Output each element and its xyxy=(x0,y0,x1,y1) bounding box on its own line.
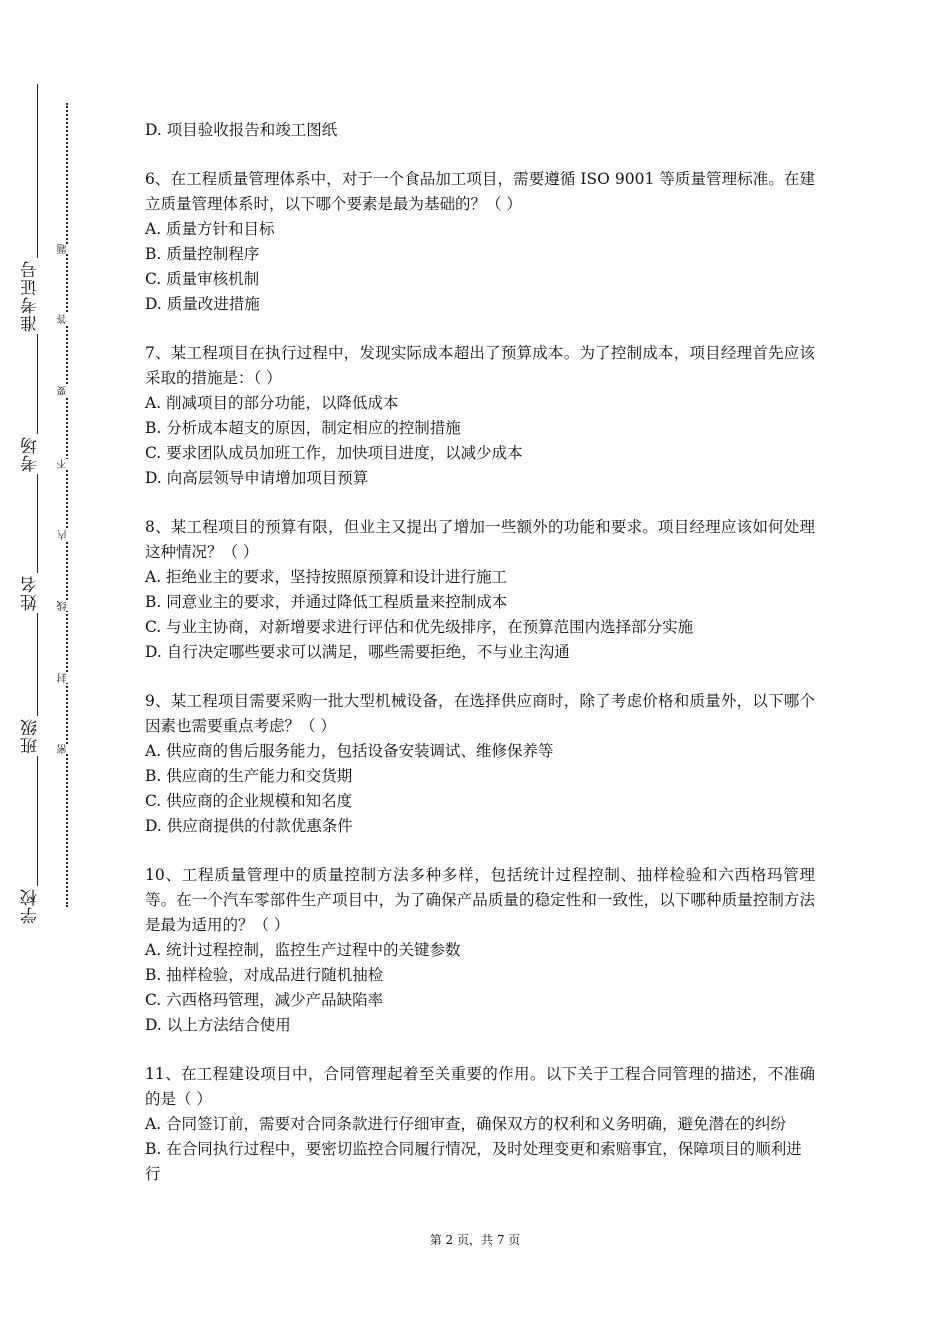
option-a: A. 统计过程控制，监控生产过程中的关键参数 xyxy=(145,941,461,959)
option-b: B. 供应商的生产能力和交货期 xyxy=(145,767,353,785)
field-exam-room-label: 考场 xyxy=(18,434,43,474)
option-d: D. 向高层领导申请增加项目预算 xyxy=(145,469,369,487)
option-b: B. 在合同执行过程中，要密切监控合同履行情况，及时处理变更和索赔事宜，保障项目的顺利进行 xyxy=(145,1140,802,1183)
question-6 xyxy=(145,167,815,317)
option-c: C. 六西格玛管理，减少产品缺陷率 xyxy=(145,991,384,1009)
seal-char: 密 xyxy=(58,744,74,754)
binding-solid-line xyxy=(37,84,38,922)
option-a: A. 质量方针和目标 xyxy=(145,220,275,238)
seal-char: 要 xyxy=(58,386,74,396)
option-a: A. 供应商的售后服务能力，包括设备安装调试、维修保养等 xyxy=(145,742,554,760)
seal-char: 内 xyxy=(58,530,74,540)
field-exam-number-label: 准考证号 xyxy=(18,258,43,334)
option-c: C. 质量审核机制 xyxy=(145,270,260,288)
option-b: B. 同意业主的要求，并通过降低工程质量来控制成本 xyxy=(145,593,508,611)
question-stem: 8、某工程项目的预算有限，但业主又提出了增加一些额外的功能和要求。项目经理应该如何处理这种情况？（ ） xyxy=(145,518,815,561)
question-list xyxy=(145,118,815,1211)
seal-dotted-line xyxy=(66,103,68,907)
seal-char: 封 xyxy=(58,673,74,683)
question-9 xyxy=(145,689,815,839)
option-a: A. 拒绝业主的要求，坚持按照原预算和设计进行施工 xyxy=(145,568,508,586)
field-class-label: 班级 xyxy=(18,716,43,756)
question-8 xyxy=(145,515,815,665)
question-10 xyxy=(145,863,815,1038)
option-d: D. 自行决定哪些要求可以满足，哪些需要拒绝，不与业主沟通 xyxy=(145,643,570,661)
option-b: B. 质量控制程序 xyxy=(145,245,260,263)
field-school-label: 学校 xyxy=(18,886,43,926)
page-number: 第 2 页，共 7 页 xyxy=(429,1233,521,1247)
option-d: D. 质量改进措施 xyxy=(145,295,260,313)
field-name-label: 姓名 xyxy=(18,573,43,613)
question-stem: 10、工程质量管理中的质量控制方法多种多样，包括统计过程控制、抽样检验和六西格玛管理等。在一个汽车零部件生产项目中，为了确保产品质量的稳定性和一致性，以下哪种质量控制方法是最为适用的？（ ） xyxy=(145,866,815,934)
option-a: A. 削减项目的部分功能，以降低成本 xyxy=(145,394,399,412)
option-b: B. 抽样检验，对成品进行随机抽检 xyxy=(145,966,384,984)
seal-char: 不 xyxy=(58,459,74,469)
question-stem: 11、在工程建设项目中，合同管理起着至关重要的作用。以下关于工程合同管理的描述，不准确的是（ ） xyxy=(145,1065,815,1108)
seal-char: 答 xyxy=(58,314,74,324)
option-c: C. 供应商的企业规模和知名度 xyxy=(145,792,353,810)
seal-char: 题 xyxy=(58,244,74,254)
question-5-tail xyxy=(145,118,815,143)
option-d: D. 项目验收报告和竣工图纸 xyxy=(145,121,338,139)
option-d: D. 以上方法结合使用 xyxy=(145,1016,291,1034)
question-11 xyxy=(145,1062,815,1187)
option-d: D. 供应商提供的付款优惠条件 xyxy=(145,817,353,835)
question-stem: 6、在工程质量管理体系中，对于一个食品加工项目，需要遵循 ISO 9001 等质量管理标准。在建立质量管理体系时，以下哪个要素是最为基础的？（ ） xyxy=(145,170,815,213)
option-c: C. 与业主协商，对新增要求进行评估和优先级排序，在预算范围内选择部分实施 xyxy=(145,618,694,636)
option-b: B. 分析成本超支的原因，制定相应的控制措施 xyxy=(145,419,461,437)
option-c: C. 要求团队成员加班工作，加快项目进度，以减少成本 xyxy=(145,444,523,462)
option-a: A. 合同签订前，需要对合同条款进行仔细审查，确保双方的权利和义务明确，避免潜在的纠纷 xyxy=(145,1115,787,1133)
question-stem: 7、某工程项目在执行过程中，发现实际成本超出了预算成本。为了控制成本，项目经理首先应该采取的措施是：（ ） xyxy=(145,344,815,387)
seal-char: 线 xyxy=(58,601,74,611)
question-stem: 9、某工程项目需要采购一批大型机械设备，在选择供应商时，除了考虑价格和质量外，以下哪个因素也需要重点考虑？（ ） xyxy=(145,692,815,735)
question-7 xyxy=(145,341,815,491)
